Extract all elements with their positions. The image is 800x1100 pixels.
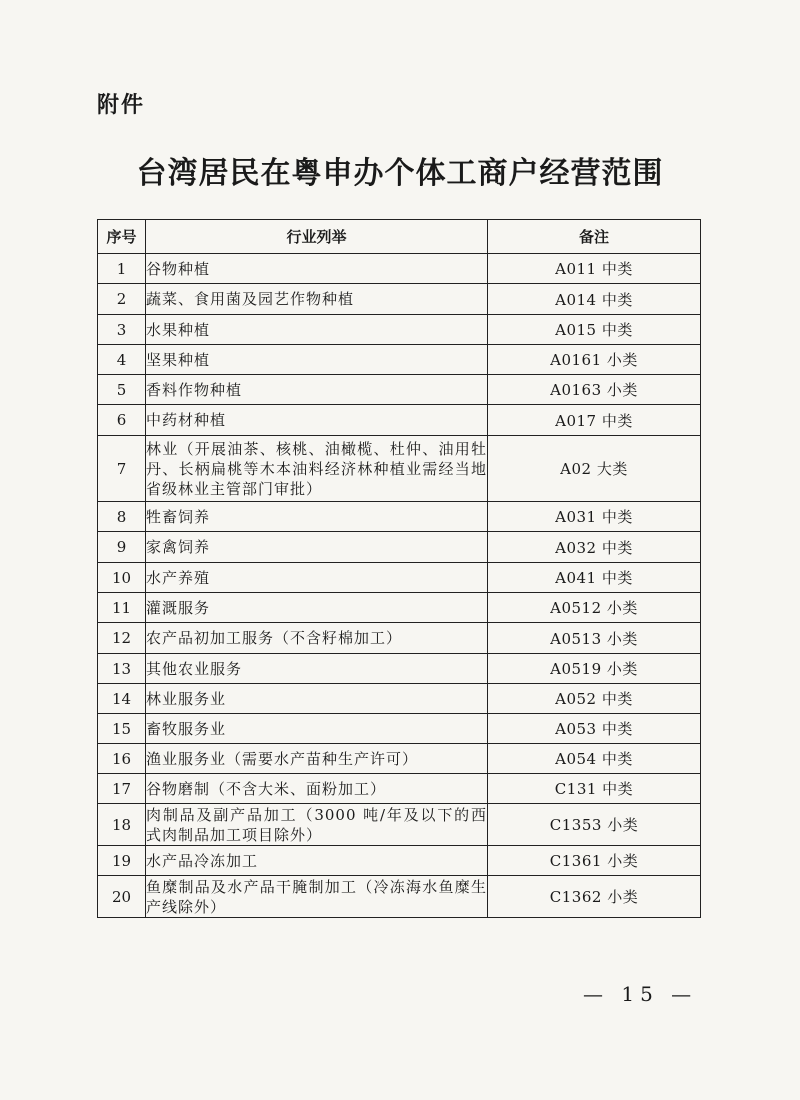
- row-number: 4: [98, 345, 146, 375]
- row-remark: C1361 小类: [488, 846, 701, 876]
- row-number: 12: [98, 623, 146, 654]
- table-row: [98, 532, 701, 563]
- row-industry: 鱼糜制品及水产品干腌制加工（冷冻海水鱼糜生产线除外）: [146, 877, 487, 916]
- page-number: — 15 —: [583, 982, 698, 1006]
- table-row: [98, 714, 701, 744]
- row-number: 6: [98, 405, 146, 436]
- column-header-remark: 备注: [488, 220, 701, 254]
- row-number: 1: [98, 254, 146, 284]
- row-industry: 坚果种植: [146, 345, 488, 375]
- row-industry: 牲畜饲养: [146, 502, 488, 532]
- table-row: [98, 846, 701, 876]
- row-industry: 渔业服务业（需要水产苗种生产许可）: [146, 744, 488, 774]
- row-remark: A011 中类: [488, 254, 701, 284]
- table-header-row: [98, 220, 701, 254]
- table-row: [98, 254, 701, 284]
- row-remark: A031 中类: [488, 502, 701, 532]
- row-industry: 农产品初加工服务（不含籽棉加工）: [146, 623, 488, 654]
- table-row: [98, 623, 701, 654]
- row-number: 18: [98, 804, 146, 846]
- attachment-label: 附件: [97, 93, 146, 118]
- table-row: [98, 436, 701, 502]
- table-row: [98, 684, 701, 714]
- page-title: 台湾居民在粤申办个体工商户经营范围: [136, 156, 664, 191]
- row-industry: 水产品冷冻加工: [146, 846, 488, 876]
- table-row: [98, 563, 701, 593]
- row-industry: 林业服务业: [146, 684, 488, 714]
- table-row: [98, 375, 701, 405]
- row-number: 9: [98, 532, 146, 563]
- row-industry: 蔬菜、食用菌及园艺作物种植: [146, 284, 488, 315]
- row-remark: C1353 小类: [488, 804, 701, 846]
- row-remark: A0161 小类: [488, 345, 701, 375]
- row-industry: 香料作物种植: [146, 375, 488, 405]
- table-row: [98, 804, 701, 846]
- row-remark: A053 中类: [488, 714, 701, 744]
- row-number: 14: [98, 684, 146, 714]
- table-row: [98, 345, 701, 375]
- row-remark: A0519 小类: [488, 654, 701, 684]
- row-remark: A0512 小类: [488, 593, 701, 623]
- row-industry: 林业（开展油茶、核桃、油橄榄、杜仲、油用牡丹、长柄扁桃等木本油料经济林种植业需经当地省级林业主管部门审批）: [146, 436, 488, 502]
- row-remark: C131 中类: [488, 774, 701, 804]
- row-number: 17: [98, 774, 146, 804]
- table-row: [98, 593, 701, 623]
- row-remark: A0513 小类: [488, 623, 701, 654]
- row-number: 10: [98, 563, 146, 593]
- row-number: 13: [98, 654, 146, 684]
- row-remark: A041 中类: [488, 563, 701, 593]
- table-row: [98, 876, 701, 918]
- row-number: 20: [98, 876, 146, 918]
- business-scope-table: [97, 219, 701, 918]
- row-industry: 谷物种植: [146, 254, 488, 284]
- row-industry: 其他农业服务: [146, 654, 488, 684]
- row-remark: A052 中类: [488, 684, 701, 714]
- row-industry: 水产养殖: [146, 563, 488, 593]
- row-number: 11: [98, 593, 146, 623]
- table-row: [98, 284, 701, 315]
- row-industry: 中药材种植: [146, 405, 488, 436]
- table-row: [98, 315, 701, 345]
- row-number: 8: [98, 502, 146, 532]
- row-remark: A017 中类: [488, 405, 701, 436]
- row-industry: 水果种植: [146, 315, 488, 345]
- row-remark: A0163 小类: [488, 375, 701, 405]
- column-header-industry: 行业列举: [146, 220, 488, 254]
- row-industry: 家禽饲养: [146, 532, 488, 563]
- row-number: 15: [98, 714, 146, 744]
- table-row: [98, 744, 701, 774]
- row-industry: 谷物磨制（不含大米、面粉加工）: [146, 774, 488, 804]
- row-remark: A014 中类: [488, 284, 701, 315]
- row-number: 16: [98, 744, 146, 774]
- row-industry: 肉制品及副产品加工（3000 吨/年及以下的西式肉制品加工项目除外）: [146, 805, 487, 844]
- row-remark: A015 中类: [488, 315, 701, 345]
- column-header-number: 序号: [98, 220, 146, 254]
- table-row: [98, 502, 701, 532]
- row-number: 3: [98, 315, 146, 345]
- row-number: 19: [98, 846, 146, 876]
- row-remark: A054 中类: [488, 744, 701, 774]
- row-remark: C1362 小类: [488, 876, 701, 918]
- table-row: [98, 654, 701, 684]
- row-industry: 畜牧服务业: [146, 714, 488, 744]
- row-remark: A032 中类: [488, 532, 701, 563]
- row-number: 7: [98, 436, 146, 502]
- row-number: 2: [98, 284, 146, 315]
- table-row: [98, 405, 701, 436]
- table-row: [98, 774, 701, 804]
- row-industry: 灌溉服务: [146, 593, 488, 623]
- row-number: 5: [98, 375, 146, 405]
- row-remark: A02 大类: [488, 436, 701, 502]
